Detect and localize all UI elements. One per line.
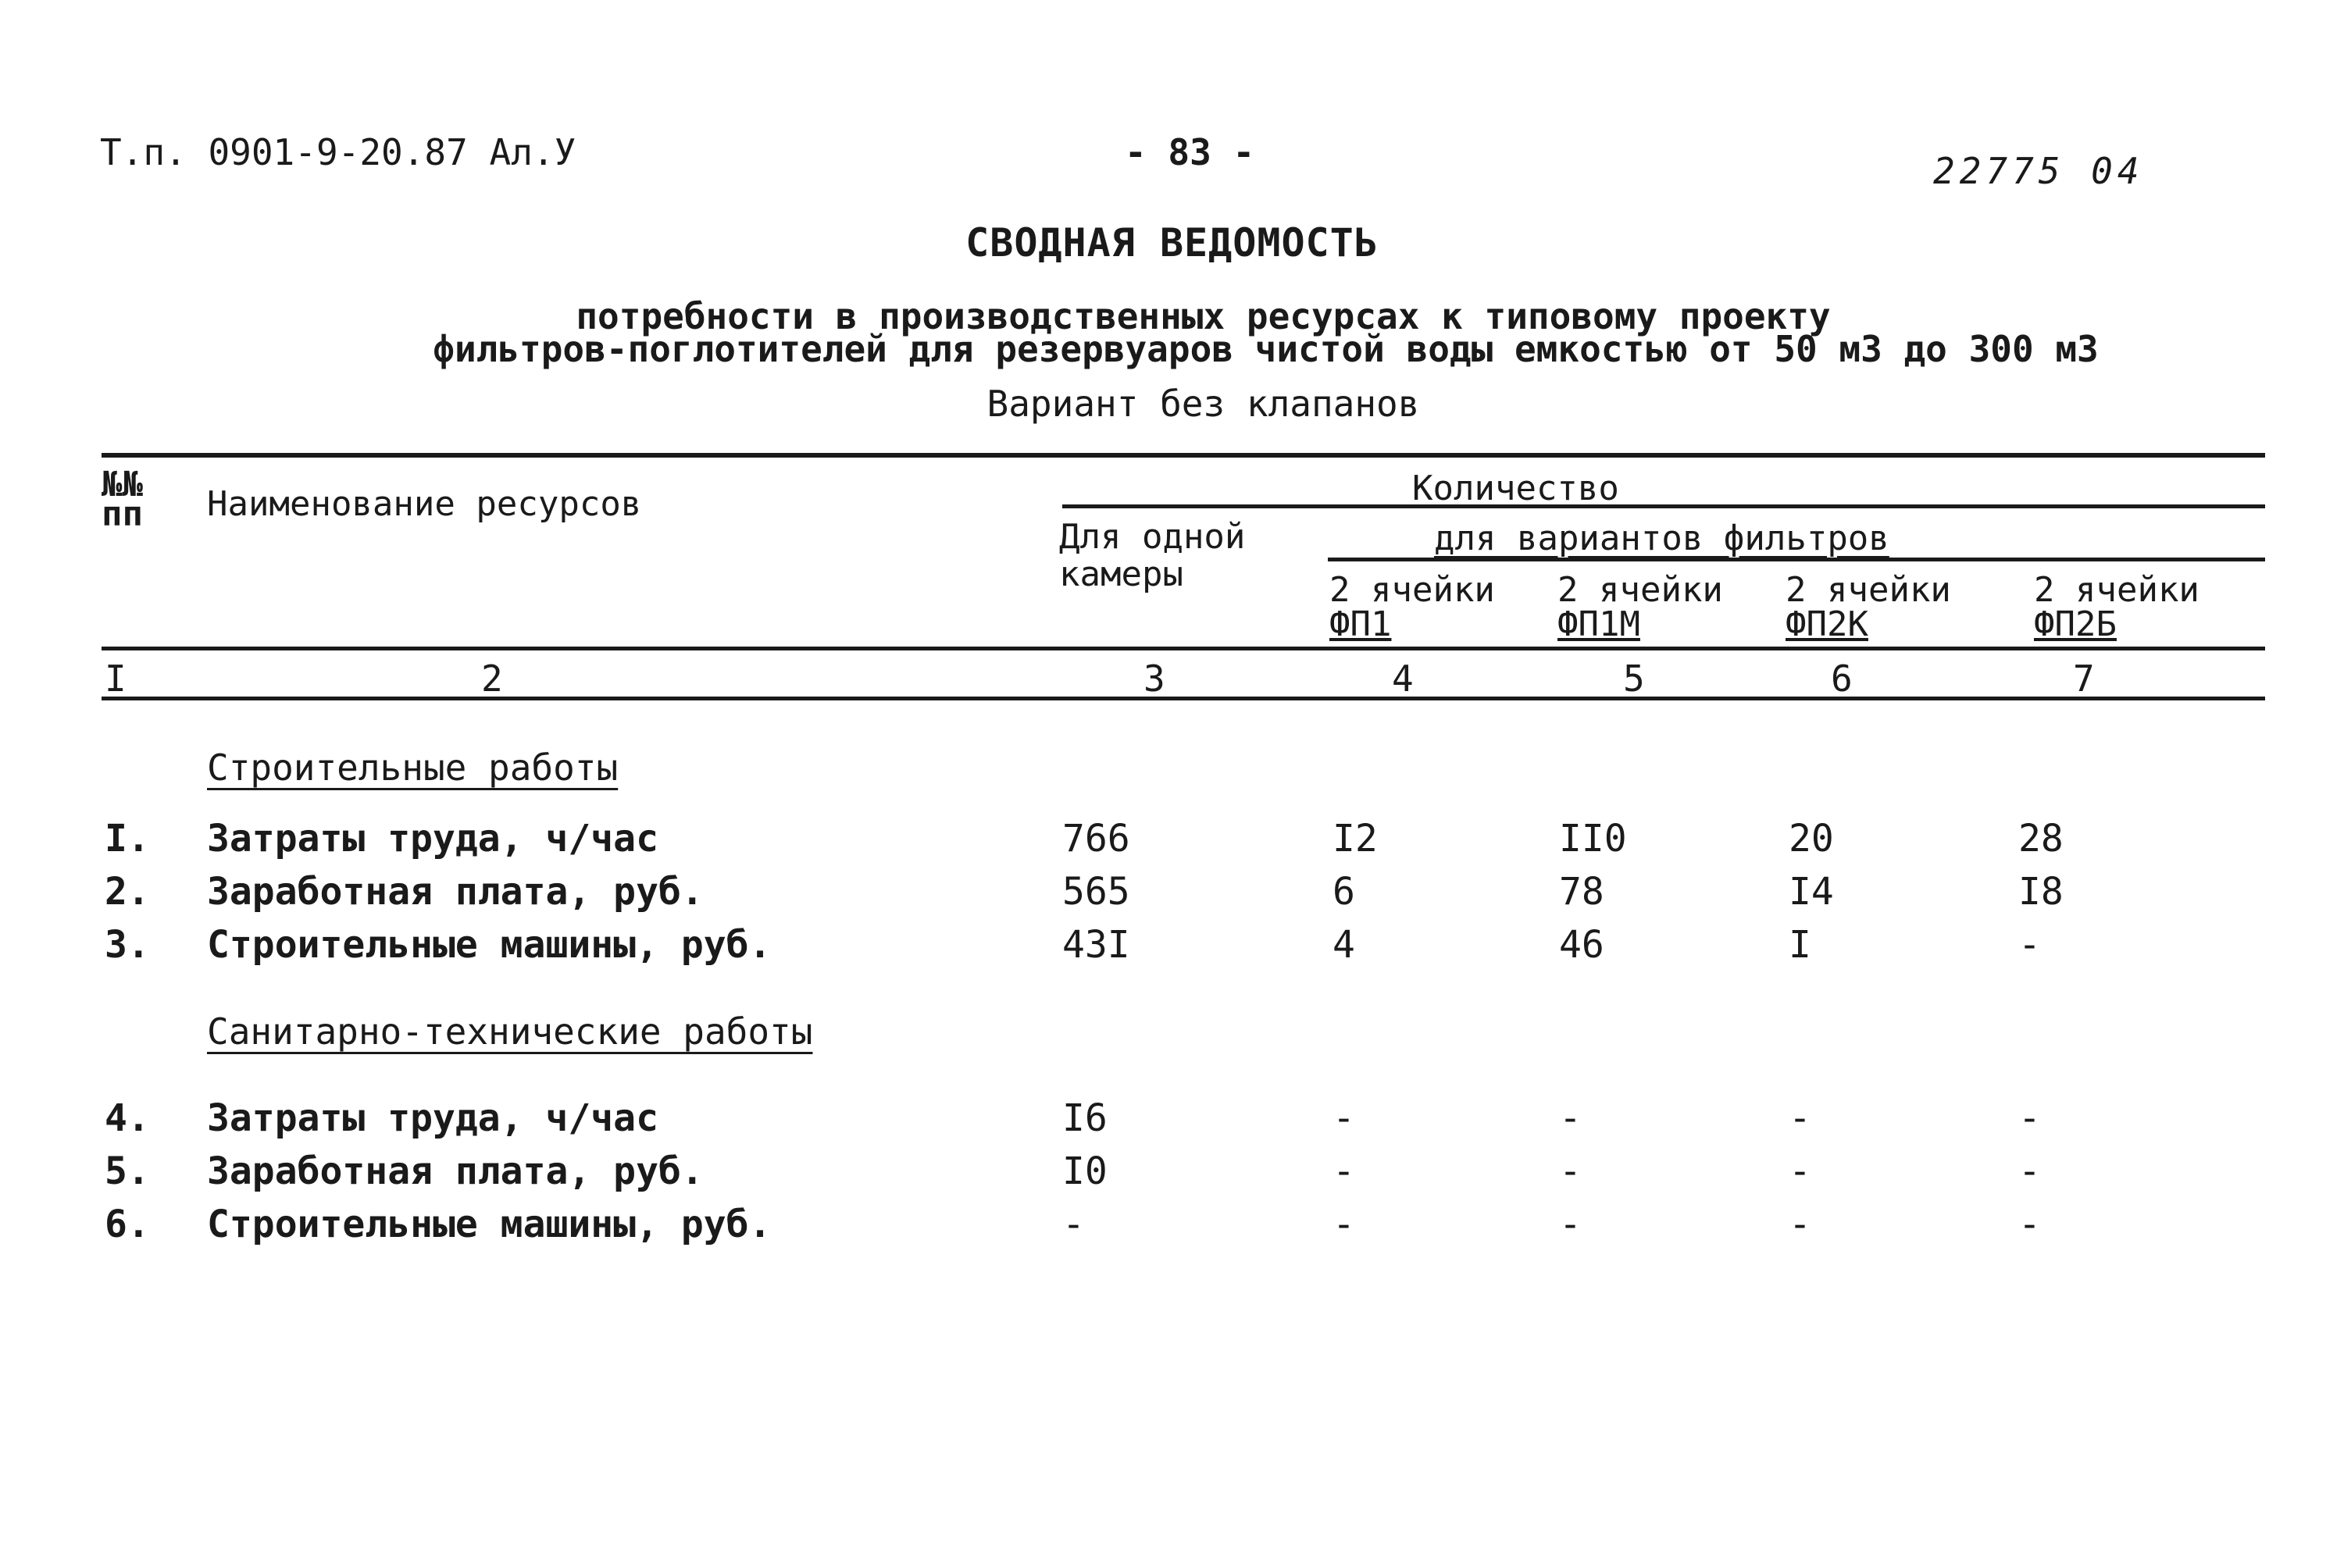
value-fp1m: 46: [1559, 923, 1604, 967]
col-name-header: Наименование ресурсов: [207, 484, 642, 524]
value-fp2b: -: [2018, 1203, 2041, 1246]
quantity-rule: [1062, 504, 2265, 508]
value-fp1: I2: [1333, 817, 1378, 861]
column-number-5: 5: [1623, 657, 1645, 700]
resource-name: Затраты труда, ч/час: [207, 817, 658, 861]
column-numbers-rule: [102, 697, 2265, 700]
value-fp2b: -: [2018, 1149, 2041, 1193]
resource-name: Заработная плата, руб.: [207, 870, 704, 914]
resource-name: Строительные машины, руб.: [207, 923, 772, 967]
value-fp1: 4: [1333, 923, 1355, 967]
value-fp2k: -: [1789, 1203, 1811, 1246]
value-fp1m: -: [1559, 1149, 1582, 1193]
value-fp2k: I: [1789, 923, 1811, 967]
variant-caption: Вариант без клапанов: [986, 383, 1420, 425]
document-reference: Т.п. 0901-9-20.87 Ал.У: [100, 131, 576, 173]
value-fp2k: -: [1789, 1096, 1811, 1140]
filter-header-fp1: [1329, 570, 1495, 644]
filter-header-fp2b-line2: ФП2Б: [2034, 604, 2117, 644]
value-fp1: -: [1333, 1149, 1355, 1193]
value-fp2b: 28: [2018, 817, 2064, 861]
row-number: 2.: [105, 870, 150, 914]
filter-header-fp2k-line2: ФП2К: [1786, 604, 1868, 644]
row-number: 6.: [105, 1203, 150, 1246]
row-number: 4.: [105, 1096, 150, 1140]
filter-header-fp2b: [2034, 570, 2200, 644]
column-number-4: 4: [1392, 657, 1414, 700]
column-number-3: 3: [1143, 657, 1165, 700]
col-no-header-line2: пп: [102, 494, 143, 534]
page-number: - 83 -: [1125, 131, 1255, 173]
value-fp2b: -: [2018, 923, 2041, 967]
quantity-header: Количество: [1412, 469, 1619, 508]
value-fp2k: -: [1789, 1149, 1811, 1193]
filter-header-fp2k-line1: 2 ячейки: [1786, 570, 1951, 610]
one-chamber-header: [1059, 519, 1245, 593]
column-number-1: I: [105, 657, 127, 700]
one-chamber-header-line1: Для одной: [1059, 517, 1246, 557]
row-number: 3.: [105, 923, 150, 967]
value-one-chamber: 565: [1062, 870, 1130, 914]
variants-header: для вариантов фильтров: [1434, 519, 1889, 558]
value-fp1: -: [1333, 1096, 1355, 1140]
resource-name: Заработная плата, руб.: [207, 1149, 704, 1193]
row-number: 5.: [105, 1149, 150, 1193]
filter-header-fp1m: [1557, 570, 1723, 644]
value-fp1m: -: [1559, 1203, 1582, 1246]
col-no-header: [102, 465, 143, 534]
value-fp1m: 78: [1559, 870, 1604, 914]
column-number-2: 2: [481, 657, 503, 700]
document-title: СВОДНАЯ ВЕДОМОСТЬ: [965, 220, 1379, 265]
column-number-6: 6: [1831, 657, 1853, 700]
value-one-chamber: -: [1062, 1203, 1085, 1246]
value-fp2k: 20: [1789, 817, 1834, 861]
value-fp2b: I8: [2018, 870, 2064, 914]
value-fp2b: -: [2018, 1096, 2041, 1140]
filter-header-fp1m-line2: ФП1М: [1557, 604, 1640, 644]
filter-header-fp2b-line1: 2 ячейки: [2034, 570, 2200, 610]
value-fp1: 6: [1333, 870, 1355, 914]
inventory-number: 22775 04: [1933, 150, 2144, 192]
value-fp2k: I4: [1789, 870, 1834, 914]
value-one-chamber: I0: [1062, 1149, 1108, 1193]
one-chamber-header-line2: камеры: [1059, 554, 1183, 594]
value-fp1m: II0: [1559, 817, 1627, 861]
value-fp1: -: [1333, 1203, 1355, 1246]
filter-header-fp1m-line1: 2 ячейки: [1557, 570, 1723, 610]
value-one-chamber: 43I: [1062, 923, 1130, 967]
col-no-header-line1: №№: [102, 465, 143, 504]
value-one-chamber: 766: [1062, 817, 1130, 861]
resource-name: Строительные машины, руб.: [207, 1203, 772, 1246]
column-number-7: 7: [2073, 657, 2095, 700]
document-subtitle-line1: потребности в производственных ресурсах к типовому проекту: [576, 295, 1831, 337]
value-one-chamber: I6: [1062, 1096, 1108, 1140]
header-bottom-rule: [102, 647, 2265, 650]
filter-header-fp1-line2: ФП1: [1329, 604, 1392, 644]
filter-header-fp2k: [1786, 570, 1951, 644]
filter-header-fp1-line1: 2 ячейки: [1329, 570, 1495, 610]
section-title-sanitary: Санитарно-технические работы: [207, 1010, 813, 1053]
row-number: I.: [105, 817, 150, 861]
resource-name: Затраты труда, ч/час: [207, 1096, 658, 1140]
value-fp1m: -: [1559, 1096, 1582, 1140]
section-title-construction: Строительные работы: [207, 747, 619, 789]
table-top-rule: [102, 453, 2265, 458]
document-subtitle-line2: фильтров-поглотителей для резервуаров чистой воды емкостью от 50 м3 до 300 м3: [433, 328, 2099, 370]
